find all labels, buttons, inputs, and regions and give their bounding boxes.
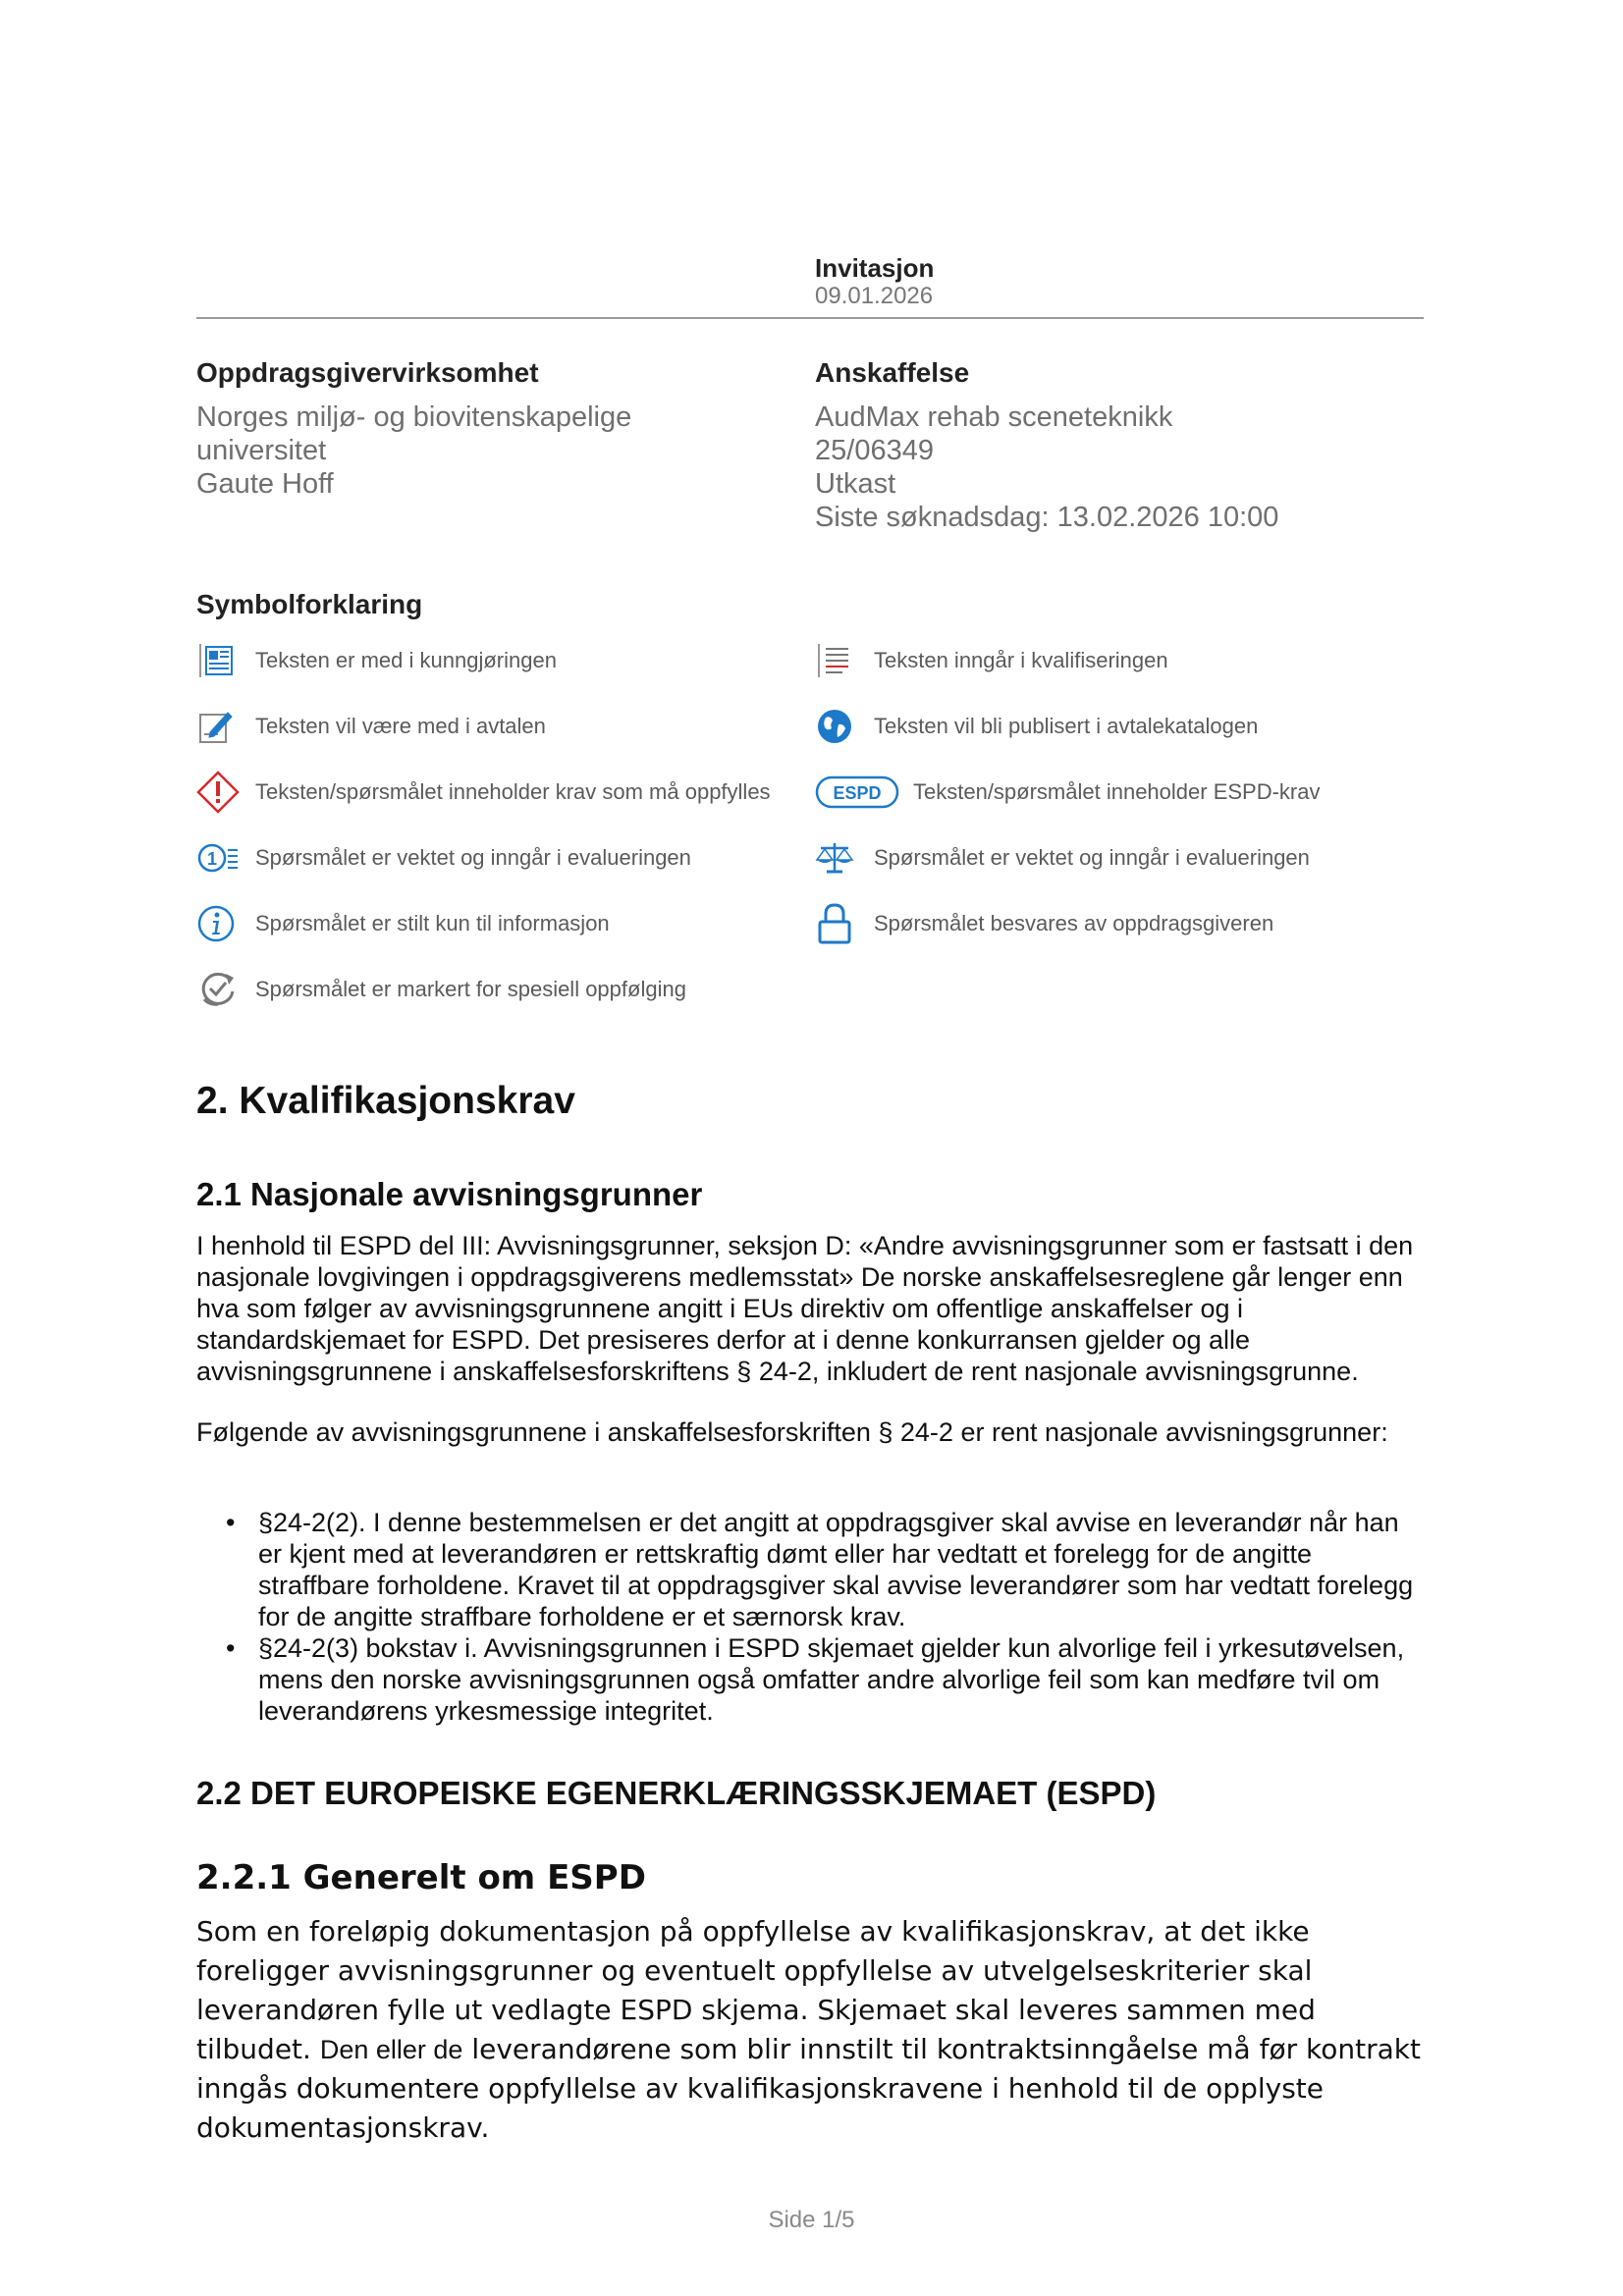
- legend-item: [815, 902, 1273, 945]
- legend-item: [196, 968, 686, 1011]
- page-number: Side 1/5: [768, 2207, 855, 2233]
- subsection-title: 2.1 Nasjonale avvisningsgrunner: [196, 1176, 703, 1212]
- followup-check-icon: [196, 968, 243, 1011]
- list-item: • §24-2(3) bokstav i. Avvisningsgrunnen i ESPD skjemaet gjelder kun alvorlige feil i yrkesutøvelsen, mens den norske avvisningsgrunnen også omfatter andre alvorlige feil som kan medføre tvil om leverandørens yrkesmessige integritet.: [196, 1632, 1424, 1727]
- procurement-line: AudMax rehab sceneteknikk: [815, 401, 1173, 433]
- espd-badge-icon: [815, 771, 899, 814]
- header-divider: [196, 317, 1424, 319]
- paragraph-text: Den eller de: [319, 2035, 463, 2064]
- legend-item: [196, 902, 610, 945]
- subsection-title: 2.2.1 Generelt om ESPD: [196, 1858, 646, 1897]
- legend-label: Spørsmålet besvares av oppdragsgiveren: [874, 911, 1274, 935]
- procurement-line: 25/06349: [815, 435, 934, 466]
- legend-item: [815, 705, 1258, 748]
- legend-item: [196, 639, 557, 682]
- legend-label: Teksten/spørsmålet inneholder ESPD-krav: [913, 779, 1321, 804]
- procurement-line: Siste søknadsdag: 13.02.2026 10:00: [815, 502, 1279, 533]
- legend-label: Spørsmålet er markert for spesiell oppfølging: [255, 977, 686, 1001]
- client-title: Oppdragsgivervirksomhet: [196, 357, 539, 388]
- paragraph: Følgende av avvisningsgrunnene i anskaffelsesforskriften § 24-2 er rent nasjonale avvisningsgrunner:: [196, 1417, 1388, 1447]
- legend-label: Teksten inngår i kvalifiseringen: [874, 648, 1168, 672]
- document-header: [815, 253, 934, 310]
- legend-label: Teksten/spørsmålet inneholder krav som må oppfylles: [255, 779, 771, 804]
- procurement-line: Utkast: [815, 468, 896, 500]
- legend-item: [815, 836, 1310, 880]
- client-block: [196, 355, 785, 501]
- scales-icon: [815, 836, 862, 880]
- bullet-list: [196, 1507, 1424, 1727]
- document-date: 09.01.2026: [815, 283, 934, 309]
- info-icon: [196, 902, 243, 945]
- paragraph: [196, 1912, 1424, 2148]
- espd-badge-text: ESPD: [833, 783, 882, 803]
- svg-text:1: 1: [206, 849, 218, 869]
- contract-edit-icon: [196, 705, 243, 748]
- paragraph: I henhold til ESPD del III: Avvisningsgrunner, seksjon D: «Andre avvisningsgrunner som er fastsatt i den nasjonale lovgivingen i oppdragsgiverens medlemsstat» De norske anskaffelsesreglene går lenger enn hva som følger av avvisningsgrunnene angitt i EUs direktiv om offentlige anskaffelser og i standardskjemaet for ESPD. Det presiseres derfor at i denne konkurransen gjelder og alle avvisningsgrunnene i anskaffelsesforskriftens § 24-2, inkludert de rent nasjonale avvisningsgrunne.: [196, 1231, 1414, 1386]
- subsection-title: 2.2 DET EUROPEISKE EGENERKLÆRINGSSKJEMAET (ESPD): [196, 1775, 1157, 1811]
- globe-icon: [815, 705, 862, 748]
- client-line: universitet: [196, 435, 327, 466]
- list-item: • §24-2(2). I denne bestemmelsen er det angitt at oppdragsgiver skal avvise en leverandør når han er kjent med at leverandøren er rettskraftig dømt eller har vedtatt et forelegg for de angitte straffbare forholdene. Kravet til at oppdragsgiver skal avvise leverandører som har vedtatt forelegg for de angitte straffbare forholdene er et særnorsk krav.: [196, 1507, 1424, 1632]
- legend-item: [815, 771, 1321, 814]
- procurement-block: [815, 355, 1404, 534]
- lock-icon: [815, 902, 862, 945]
- legend-label: Teksten vil bli publisert i avtalekatalogen: [874, 714, 1259, 738]
- legend-label: Teksten er med i kunngjøringen: [255, 648, 557, 672]
- legend-item: [196, 771, 771, 814]
- document-type: Invitasjon: [815, 253, 935, 283]
- announcement-doc-icon: [196, 639, 243, 682]
- legend-label: Spørsmålet er vektet og inngår i evalueringen: [255, 845, 691, 870]
- section-title: 2. Kvalifikasjonskrav: [196, 1080, 575, 1122]
- legend-title: Symbolforklaring: [196, 589, 423, 619]
- qualification-list-icon: [815, 639, 862, 682]
- legend-label: Spørsmålet er vektet og inngår i evalueringen: [874, 845, 1310, 870]
- paragraph-text: Som en foreløpig dokumentasjon på oppfyllelse av kvalifikasjonskrav, at det ikke foreligger avvisningsgrunner og eventuelt oppfyllelse av utvelgelseskriterier skal leverandøren fylle ut vedlagte ESPD skjema. Skjemaet skal leveres sammen med tilbudet.: [196, 1915, 1316, 2065]
- warning-diamond-icon: [196, 771, 243, 814]
- legend-label: Spørsmålet er stilt kun til informasjon: [255, 911, 610, 935]
- legend-item: [196, 705, 546, 748]
- weighted-number-icon: [196, 836, 243, 880]
- client-line: Norges miljø- og biovitenskapelige: [196, 401, 632, 433]
- legend-label: Teksten vil være med i avtalen: [255, 714, 546, 738]
- procurement-title: Anskaffelse: [815, 357, 970, 388]
- paragraph-text: leverandørene som blir innstilt til kontraktsinngåelse må før kontrakt inngås dokumentere oppfyllelse av kvalifikasjonskravene i henhold til de opplyste dokumentasjonskrav.: [196, 2033, 1421, 2144]
- client-line: Gaute Hoff: [196, 468, 334, 500]
- legend-item: [196, 836, 691, 880]
- legend-item: [815, 639, 1168, 682]
